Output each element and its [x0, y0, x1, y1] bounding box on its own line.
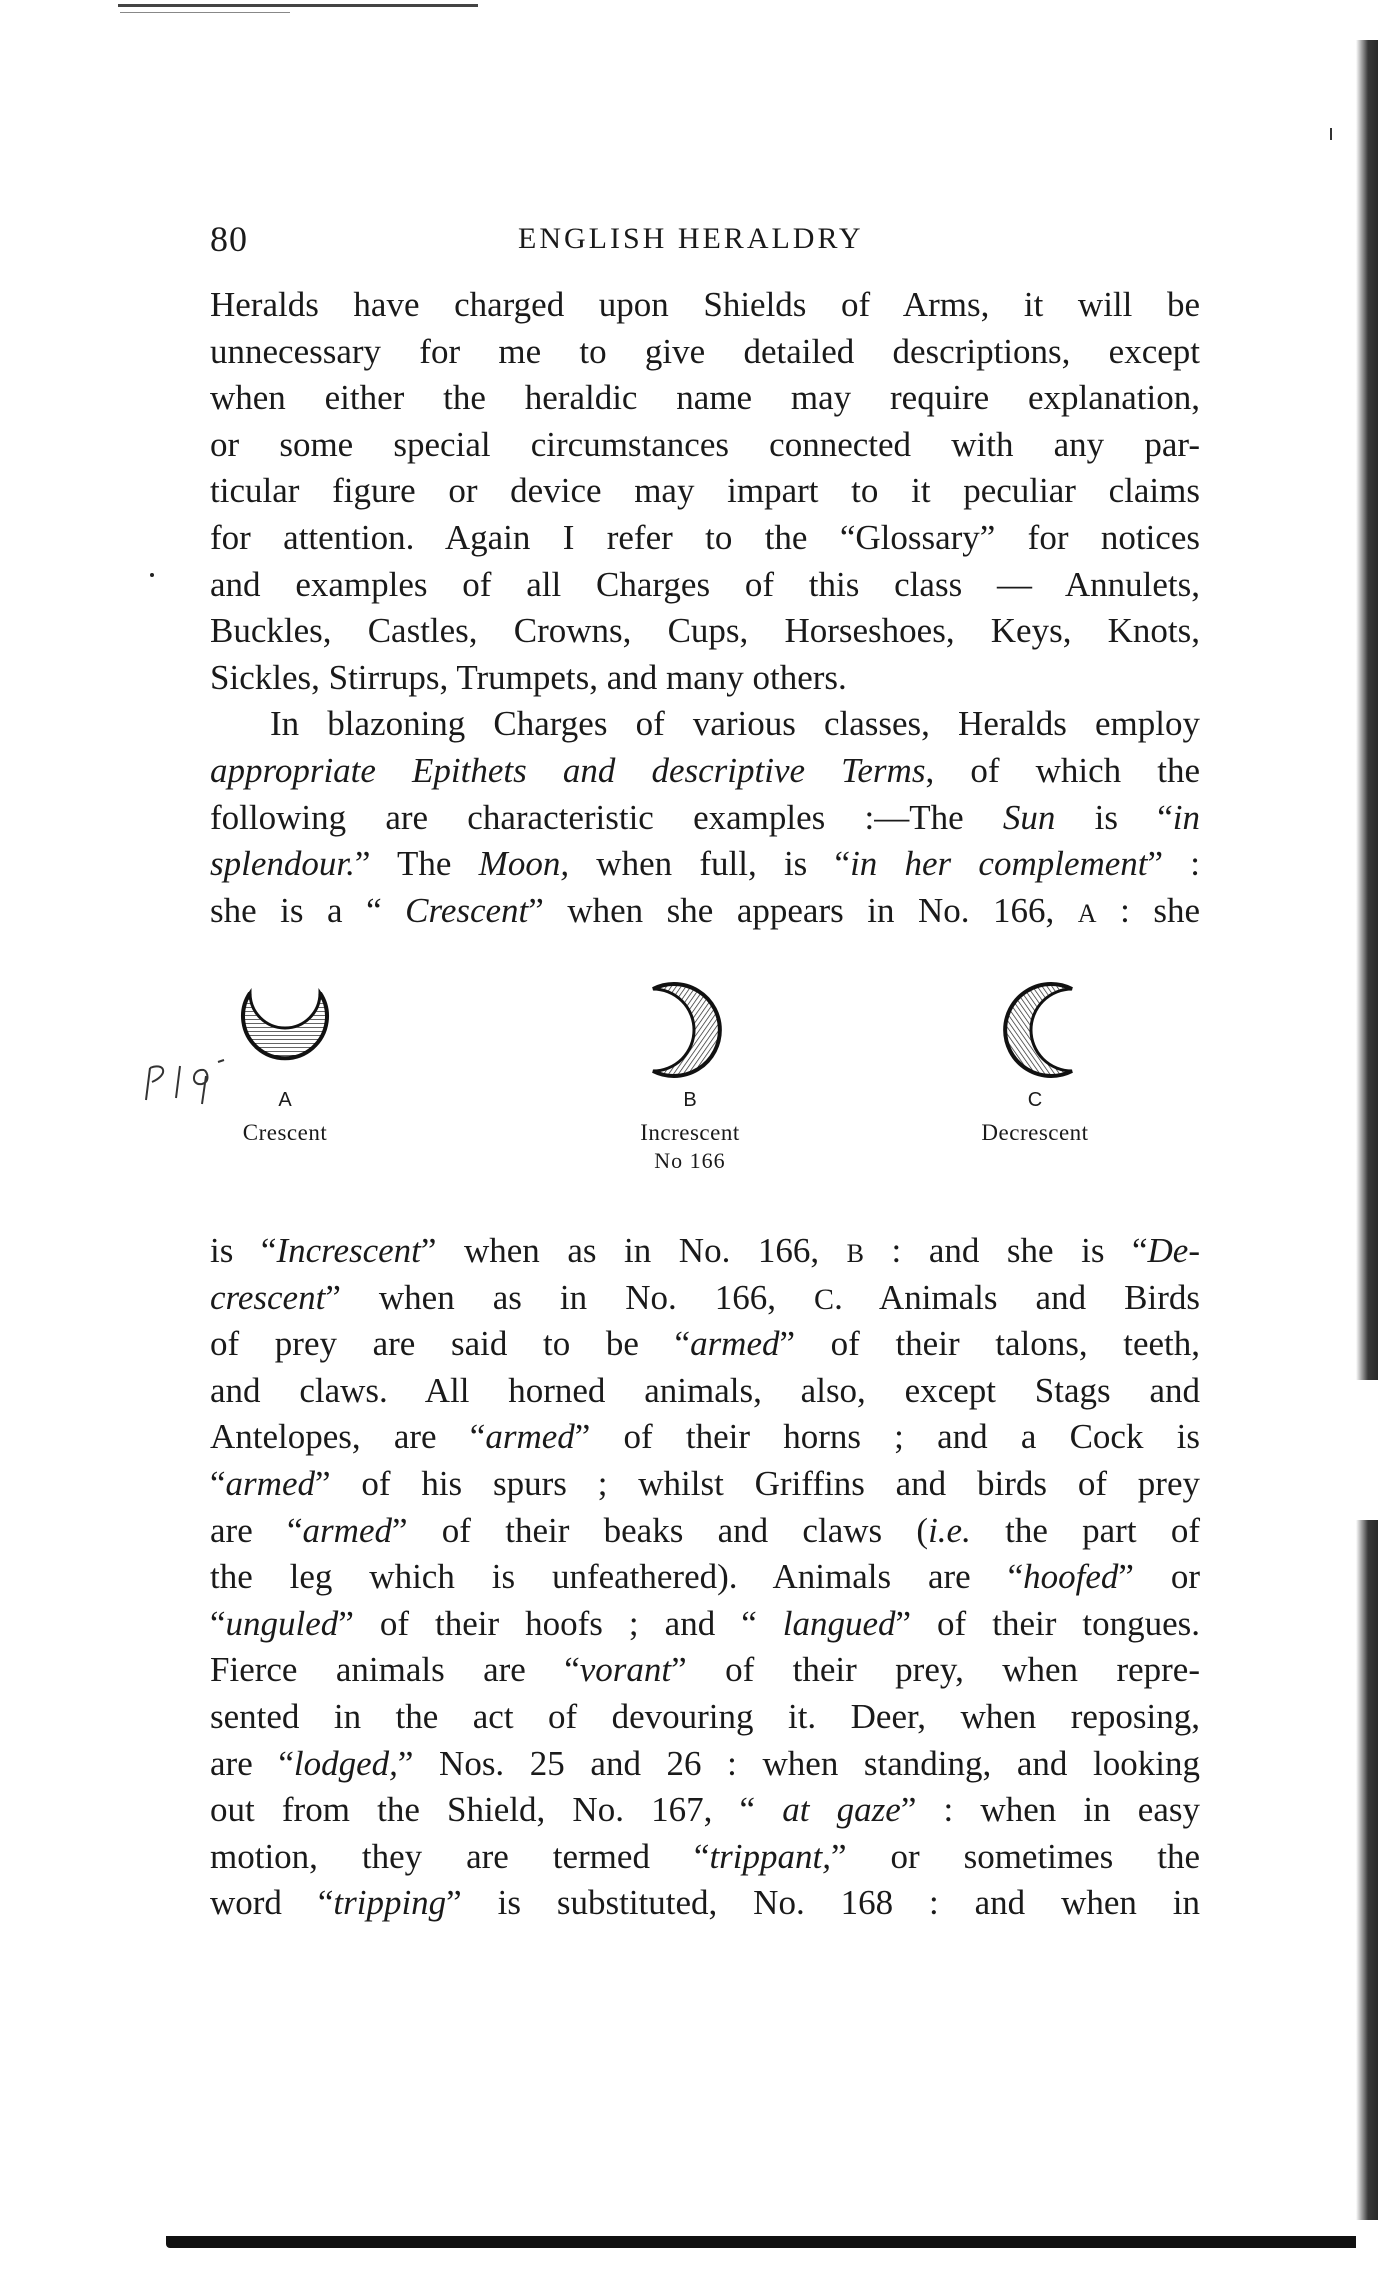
text-run: are “	[210, 1743, 294, 1783]
text-run: ” or	[1118, 1557, 1200, 1597]
italic-term: Increscent	[276, 1231, 421, 1270]
text-run: ” of their beaks and claws (	[391, 1510, 929, 1550]
text-line	[210, 1694, 1200, 1741]
figure-166	[210, 975, 1200, 1225]
handwriting-icon	[140, 1052, 270, 1112]
top-scan-rule-thin	[120, 12, 290, 13]
text-run: Antelopes, are “	[210, 1417, 486, 1457]
text-line	[210, 1787, 1200, 1834]
figure-number: No 166	[654, 1148, 726, 1173]
italic-term: i.e.	[928, 1510, 971, 1550]
page-edge-shadow	[1356, 40, 1378, 2220]
italic-term: armed	[302, 1510, 392, 1550]
text-run: is “	[1055, 797, 1173, 837]
text-line	[210, 1601, 1200, 1648]
increscent-icon	[635, 975, 745, 1085]
text-run: motion, they are termed “	[210, 1836, 710, 1876]
text-line: and examples of all Charges of this class — Annulets,	[210, 564, 1200, 604]
text-run: word “	[210, 1883, 334, 1923]
text-line: for attention. Again I refer to the “Glossary” for notices	[210, 517, 1200, 557]
figure-letter: C	[1027, 1089, 1043, 1111]
text-line	[210, 1321, 1200, 1368]
text-run: and claws. All horned animals, also, except Stags and	[210, 1370, 1200, 1410]
text-line	[210, 795, 1200, 842]
text-line	[210, 1275, 1200, 1322]
bottom-scan-rule	[166, 2236, 1356, 2248]
text-line	[210, 888, 1200, 935]
italic-term: appropriate Epithets and descriptive Terms	[210, 750, 926, 790]
text-run: the part of	[970, 1510, 1200, 1550]
italic-term: unguled	[225, 1603, 339, 1643]
text-run: ” or sometimes the	[830, 1836, 1200, 1876]
text-run: is “	[210, 1231, 277, 1270]
italic-term: tripping	[333, 1883, 447, 1923]
text-run: , of which the	[925, 750, 1200, 790]
text-run: ” when as in No. 166,	[325, 1277, 815, 1317]
text-line	[210, 1508, 1200, 1555]
text-run: ” :	[1147, 844, 1201, 884]
text-line: unnecessary for me to give detailed descriptions, except	[210, 331, 1200, 371]
text-line: Buckles, Castles, Crowns, Cups, Horseshoes, Keys, Knots,	[210, 611, 1200, 651]
text-run: ” when as in No. 166,	[420, 1231, 847, 1270]
text-run: ” of their hoofs ; and “	[338, 1603, 783, 1643]
text-run: : she	[1096, 890, 1200, 930]
text-run: ” of their tongues.	[895, 1603, 1200, 1643]
text-run: : and she is “	[864, 1231, 1148, 1270]
text-line: when either the heraldic name may require explanation,	[210, 378, 1200, 418]
text-line: In blazoning Charges of various classes, Heralds employ	[270, 704, 1200, 744]
text-run: she is a “	[210, 890, 406, 930]
text-run: sented in the act of devouring it. Deer, when reposing,	[210, 1696, 1200, 1736]
top-scan-rule	[118, 4, 478, 7]
text-line: Sickles, Stirrups, Trumpets, and many others.	[210, 657, 847, 697]
text-line	[210, 748, 1200, 795]
page-edge-gap	[1350, 1380, 1384, 1520]
margin-dot	[150, 573, 154, 577]
text-line: ticular figure or device may impart to it peculiar claims	[210, 471, 1200, 511]
text-run: of prey are said to be “	[210, 1324, 691, 1364]
italic-term: armed	[225, 1463, 315, 1503]
figure-caption: Decrescent	[981, 1120, 1089, 1145]
text-run: following are characteristic examples :—The	[210, 797, 1003, 837]
text-run: ” is substituted, No. 168 : and when in	[446, 1883, 1201, 1923]
italic-term: vorant	[579, 1650, 672, 1690]
text-run: when full, is “	[569, 844, 851, 884]
text-run: ” of their prey, when repre-	[671, 1650, 1200, 1690]
body-text-lower	[210, 1228, 1200, 1927]
italic-term: crescent	[210, 1277, 326, 1317]
text-line	[210, 1368, 1200, 1415]
text-run: ” when she appears in No. 166,	[528, 890, 1078, 930]
text-run: ” Nos. 25 and 26 : when standing, and looking	[397, 1743, 1200, 1783]
small-caps-letter: C	[814, 1282, 835, 1316]
figure-increscent	[600, 975, 780, 1174]
text-run: ” of their horns ; and a Cock is	[574, 1417, 1200, 1457]
text-run: “	[210, 1463, 226, 1503]
text-run: Fierce animals are “	[210, 1650, 580, 1690]
italic-term: langued	[782, 1603, 896, 1643]
figure-decrescent	[945, 975, 1125, 1146]
italic-term: armed	[690, 1324, 780, 1364]
italic-term: De-	[1147, 1231, 1200, 1270]
small-caps-letter: B	[846, 1239, 865, 1268]
text-run: are “	[210, 1510, 303, 1550]
text-line	[210, 1880, 1200, 1927]
text-run: . Animals and Birds	[834, 1277, 1200, 1317]
decrescent-icon	[980, 975, 1090, 1085]
italic-term: armed	[485, 1417, 575, 1457]
margin-mark	[1330, 128, 1332, 140]
text-line	[210, 1741, 1200, 1788]
italic-term: in her complement	[850, 844, 1148, 884]
body-text-upper	[210, 282, 1200, 934]
text-line: Heralds have charged upon Shields of Arms, it will be	[210, 285, 1200, 324]
text-line	[210, 1228, 1200, 1275]
italic-term: Moon,	[478, 844, 570, 884]
italic-term: Sun	[1002, 797, 1056, 837]
text-line	[210, 1554, 1200, 1601]
italic-term: hoofed	[1023, 1557, 1119, 1597]
text-run: the leg which is unfeathered). Animals are “	[210, 1557, 1024, 1597]
italic-term: in	[1172, 797, 1200, 837]
text-line	[210, 1461, 1200, 1508]
italic-term: Crescent	[405, 890, 529, 930]
text-run: out from the Shield, No. 167, “	[210, 1790, 783, 1830]
text-run: ” of their talons, teeth,	[779, 1324, 1200, 1364]
figure-letter: A	[278, 1089, 292, 1111]
italic-term: trippant,	[709, 1836, 831, 1876]
text-run: “	[210, 1603, 226, 1643]
figure-caption: Crescent	[242, 1120, 328, 1145]
text-line	[210, 1834, 1200, 1881]
figure-letter: B	[683, 1089, 697, 1111]
italic-term: lodged,	[293, 1743, 398, 1783]
text-line	[210, 841, 1200, 888]
figure-caption: Increscent	[640, 1120, 740, 1145]
page-number: 80	[210, 219, 248, 259]
handwritten-margin-note	[140, 1052, 270, 1112]
italic-term: at gaze	[782, 1790, 901, 1830]
page-header	[210, 218, 1210, 262]
running-head: ENGLISH HERALDRY	[518, 222, 864, 255]
text-line	[210, 1414, 1200, 1461]
text-run: ” The	[354, 844, 479, 884]
text-line	[210, 1647, 1200, 1694]
text-run: ” of his spurs ; whilst Griffins and birds of prey	[314, 1463, 1200, 1503]
small-caps-letter: A	[1077, 898, 1097, 928]
text-run: ” : when in easy	[900, 1790, 1200, 1830]
italic-term: splendour.	[210, 844, 355, 884]
text-line: or some special circumstances connected with any par-	[210, 424, 1200, 464]
